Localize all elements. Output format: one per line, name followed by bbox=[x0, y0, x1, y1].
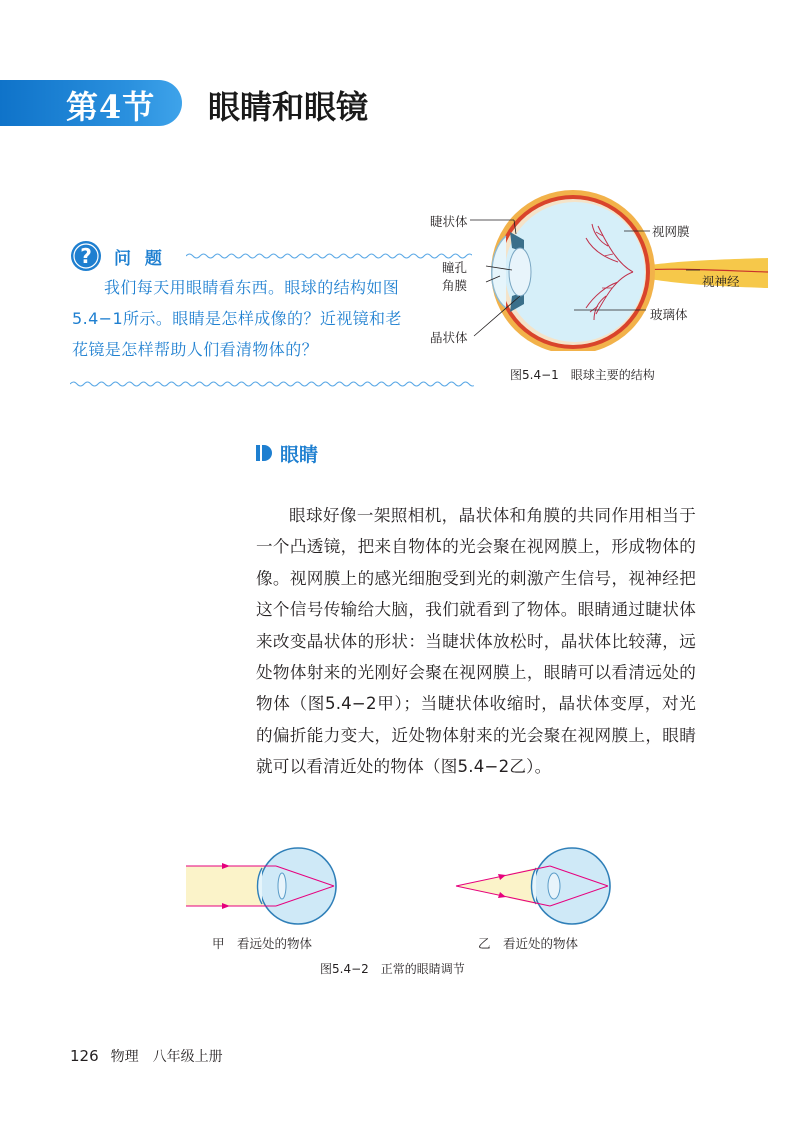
subsection-title: 眼睛 bbox=[280, 444, 319, 466]
question-divider-bottom bbox=[70, 380, 474, 388]
subsection-bullet-icon bbox=[256, 445, 272, 461]
near-object-eye bbox=[456, 848, 610, 924]
eye-structure-diagram bbox=[428, 176, 768, 351]
section-number: 第4节 bbox=[66, 88, 156, 126]
body-paragraph: 眼球好像一架照相机，晶状体和角膜的共同作用相当于一个凸透镜，把来自物体的光会聚在视网膜上，形成物体的像。视网膜上的感光细胞受到光的刺激产生信号，视神经把这个信号传输给大脑，我们就看到了物体。眼睛通过睫状体来改变晶状体的形状：当睫状体放松时，晶状体比较薄，远处物体射来的光刚好会聚在视网膜上，眼睛可以看清远处的物体（图5.4−2甲）；当睫状体收缩时，晶状体变厚，对光的偏折能力变大，近处物体射来的光会聚在视网膜上，眼睛就可以看清近处的物体（图5.4−2乙）。 bbox=[256, 506, 696, 777]
figure-caption-5-4-2: 图5.4−2 正常的眼睛调节 bbox=[320, 962, 465, 976]
label-vitreous-body: 玻璃体 bbox=[650, 307, 688, 322]
label-ciliary-body: 睫状体 bbox=[430, 214, 468, 229]
question-icon bbox=[70, 240, 102, 272]
eye-accommodation-diagram bbox=[186, 836, 636, 932]
label-optic-nerve: 视神经 bbox=[702, 274, 740, 289]
label-pupil: 瞳孔 bbox=[442, 260, 468, 275]
section-title: 眼睛和眼镜 bbox=[208, 88, 369, 126]
svg-text:?: ? bbox=[80, 244, 92, 268]
figure-caption-a: 甲 看远处的物体 bbox=[212, 936, 313, 951]
figure-caption-5-4-1: 图5.4−1 眼球主要的结构 bbox=[510, 368, 655, 382]
label-lens: 晶状体 bbox=[430, 330, 468, 345]
question-text: 我们每天用眼睛看东西。眼球的结构如图5.4−1所示。眼睛是怎样成像的？近视镜和老花镜是怎样帮助人们看清物体的？ bbox=[72, 278, 402, 359]
page-number: 126 bbox=[70, 1047, 99, 1065]
book-title: 物理 八年级上册 bbox=[110, 1049, 223, 1065]
figure-caption-b: 乙 看近处的物体 bbox=[478, 936, 579, 951]
question-heading: 问 题 bbox=[114, 249, 166, 269]
label-cornea: 角膜 bbox=[442, 278, 468, 293]
page-footer bbox=[70, 1046, 223, 1066]
label-retina: 视网膜 bbox=[652, 224, 690, 239]
far-object-eye bbox=[186, 848, 336, 924]
